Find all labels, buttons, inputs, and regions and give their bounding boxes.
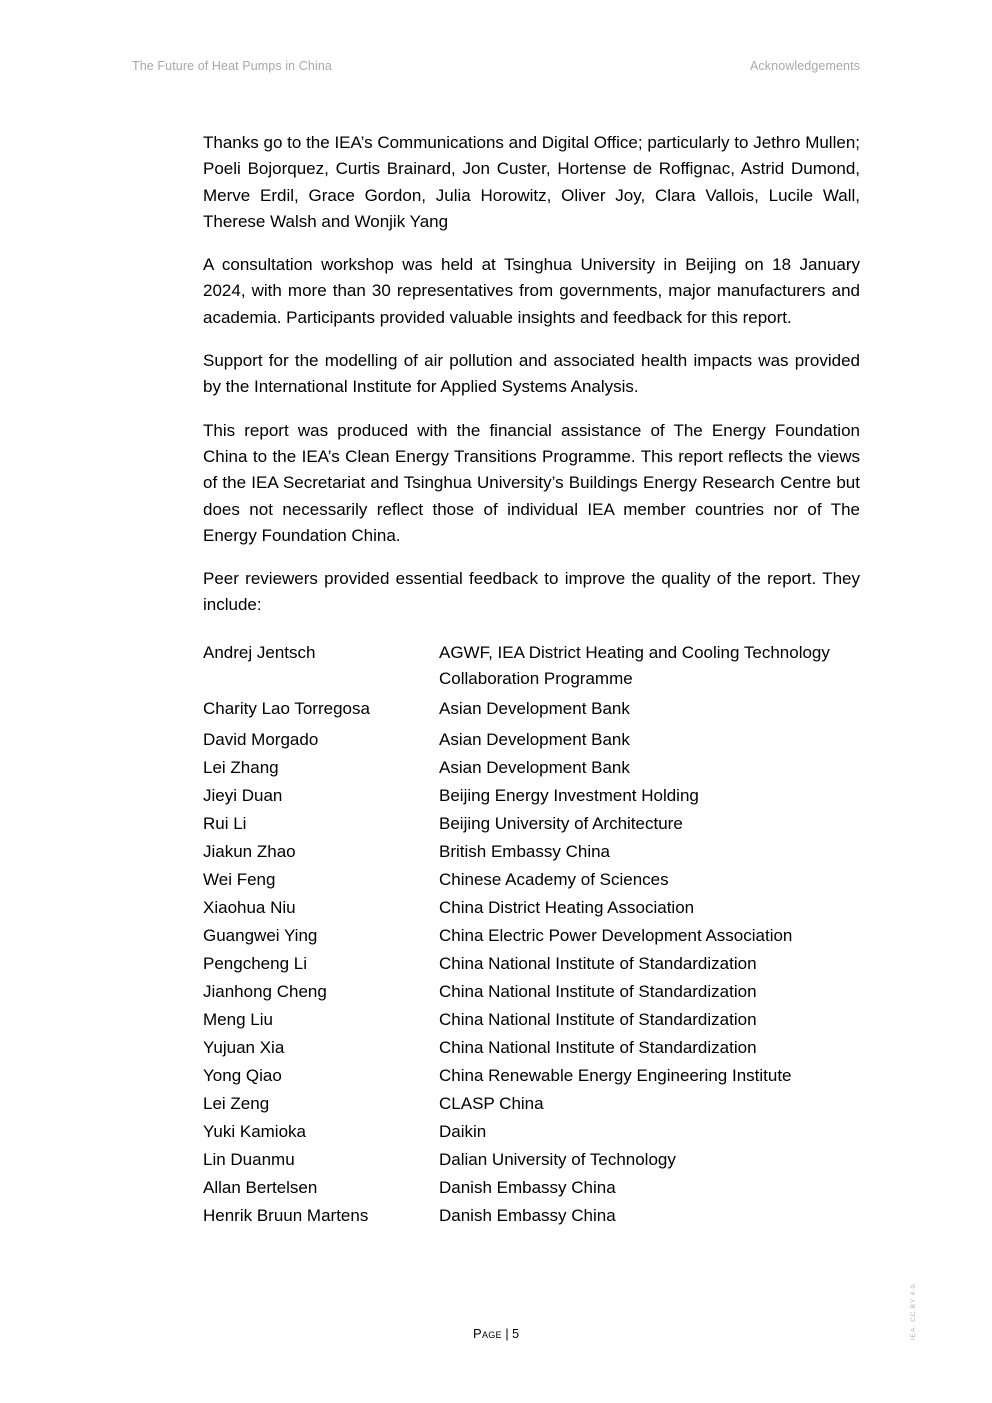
- license-note: IEA. CC BY 4.0.: [910, 1281, 917, 1340]
- reviewer-name: Henrik Bruun Martens: [203, 1205, 369, 1225]
- reviewer-organisation: Asian Development Bank: [439, 729, 630, 749]
- reviewer-organisation: Beijing Energy Investment Holding: [439, 785, 699, 805]
- reviewer-row: [203, 1007, 860, 1033]
- reviewer-organisation: Chinese Academy of Sciences: [439, 869, 669, 889]
- paragraph-consultation-workshop: A consultation workshop was held at Tsinghua University in Beijing on 18 January 2024, with more than 30 representatives from governments, major manufacturers and academia. Participants provided valuable insights and feedback for this report.: [203, 255, 860, 327]
- reviewer-row: [203, 923, 860, 949]
- reviewer-name: Meng Liu: [203, 1009, 273, 1029]
- reviewer-row: [203, 640, 860, 692]
- reviewer-name: Lin Duanmu: [203, 1149, 295, 1169]
- peer-reviewer-list: [203, 640, 860, 1229]
- reviewer-name: Andrej Jentsch: [203, 642, 316, 662]
- reviewer-name: Lei Zhang: [203, 757, 279, 777]
- reviewer-row: [203, 1035, 860, 1061]
- reviewer-organisation: Daikin: [439, 1121, 487, 1141]
- reviewer-row: [203, 783, 860, 809]
- page-content: [203, 130, 860, 1231]
- reviewer-name: Yong Qiao: [203, 1065, 282, 1085]
- paragraph-modelling-support: Support for the modelling of air pollution and associated health impacts was provided by the International Institute for Applied Systems Analysis.: [203, 351, 860, 397]
- reviewer-row: [203, 1147, 860, 1173]
- reviewer-name: Jianhong Cheng: [203, 981, 327, 1001]
- reviewer-row: [203, 727, 860, 753]
- reviewer-name: Wei Feng: [203, 869, 276, 889]
- reviewer-row: [203, 696, 860, 722]
- reviewer-row: [203, 1175, 860, 1201]
- reviewer-organisation: Asian Development Bank: [439, 698, 630, 718]
- paragraph-peer-reviewers-intro: Peer reviewers provided essential feedback to improve the quality of the report. They include:: [203, 569, 860, 615]
- reviewer-organisation: AGWF, IEA District Heating and Cooling Technology Collaboration Programme: [439, 642, 830, 688]
- page-separator: |: [501, 1327, 513, 1341]
- reviewer-organisation: China National Institute of Standardization: [439, 1009, 757, 1029]
- reviewer-row: [203, 867, 860, 893]
- reviewer-organisation: China District Heating Association: [439, 897, 695, 917]
- reviewer-name: Yuki Kamioka: [203, 1121, 306, 1141]
- reviewer-row: [203, 895, 860, 921]
- reviewer-row: [203, 839, 860, 865]
- reviewer-organisation: China Renewable Energy Engineering Institute: [439, 1065, 792, 1085]
- reviewer-organisation: Beijing University of Architecture: [439, 813, 683, 833]
- reviewer-organisation: British Embassy China: [439, 841, 611, 861]
- reviewer-row: [203, 755, 860, 781]
- reviewer-organisation: China National Institute of Standardization: [439, 981, 757, 1001]
- reviewer-organisation: Dalian University of Technology: [439, 1149, 676, 1169]
- reviewer-organisation: China National Institute of Standardization: [439, 1037, 757, 1057]
- reviewer-row: [203, 951, 860, 977]
- reviewer-name: Pengcheng Li: [203, 953, 307, 973]
- paragraph-communications-thanks: Thanks go to the IEA’s Communications and Digital Office; particularly to Jethro Mullen; Poeli Bojorquez, Curtis Brainard, Jon Custer, Hortense de Roffignac, Astrid Dumond, Merve Erdil, Grace Gordon, Julia Horowitz, Oliver Joy, Clara Vallois, Lucile Wall, Therese Walsh and Wonjik Yang: [203, 133, 860, 231]
- reviewer-name: Yujuan Xia: [203, 1037, 285, 1057]
- reviewer-row: [203, 1091, 860, 1117]
- reviewer-name: Xiaohua Niu: [203, 897, 296, 917]
- reviewer-name: David Morgado: [203, 729, 319, 749]
- reviewer-row: [203, 1063, 860, 1089]
- reviewer-row: [203, 979, 860, 1005]
- running-header-section: Acknowledgements: [750, 59, 860, 73]
- reviewer-name: Lei Zeng: [203, 1093, 270, 1113]
- reviewer-name: Charity Lao Torregosa: [203, 698, 370, 718]
- running-header-title: The Future of Heat Pumps in China: [132, 59, 332, 73]
- reviewer-organisation: China Electric Power Development Association: [439, 925, 793, 945]
- reviewer-organisation: Danish Embassy China: [439, 1205, 616, 1225]
- reviewer-name: Jiakun Zhao: [203, 841, 296, 861]
- page-label: Page: [472, 1326, 502, 1341]
- reviewer-row: [203, 1203, 860, 1229]
- page-number: 5: [512, 1327, 520, 1341]
- reviewer-row: [203, 1119, 860, 1145]
- reviewer-organisation: CLASP China: [439, 1093, 544, 1113]
- page-footer: [0, 1326, 992, 1341]
- reviewer-organisation: Danish Embassy China: [439, 1177, 616, 1197]
- reviewer-row: [203, 811, 860, 837]
- reviewer-organisation: China National Institute of Standardization: [439, 953, 757, 973]
- reviewer-organisation: Asian Development Bank: [439, 757, 630, 777]
- paragraph-financial-assistance: This report was produced with the financial assistance of The Energy Foundation China to the IEA’s Clean Energy Transitions Programme. This report reflects the views of the IEA Secretariat and Tsinghua University’s Buildings Energy Research Centre but does not necessarily reflect those of individual IEA member countries nor of The Energy Foundation China.: [203, 420, 860, 545]
- reviewer-name: Jieyi Duan: [203, 785, 283, 805]
- reviewer-name: Rui Li: [203, 813, 247, 833]
- reviewer-name: Allan Bertelsen: [203, 1177, 318, 1197]
- reviewer-name: Guangwei Ying: [203, 925, 318, 945]
